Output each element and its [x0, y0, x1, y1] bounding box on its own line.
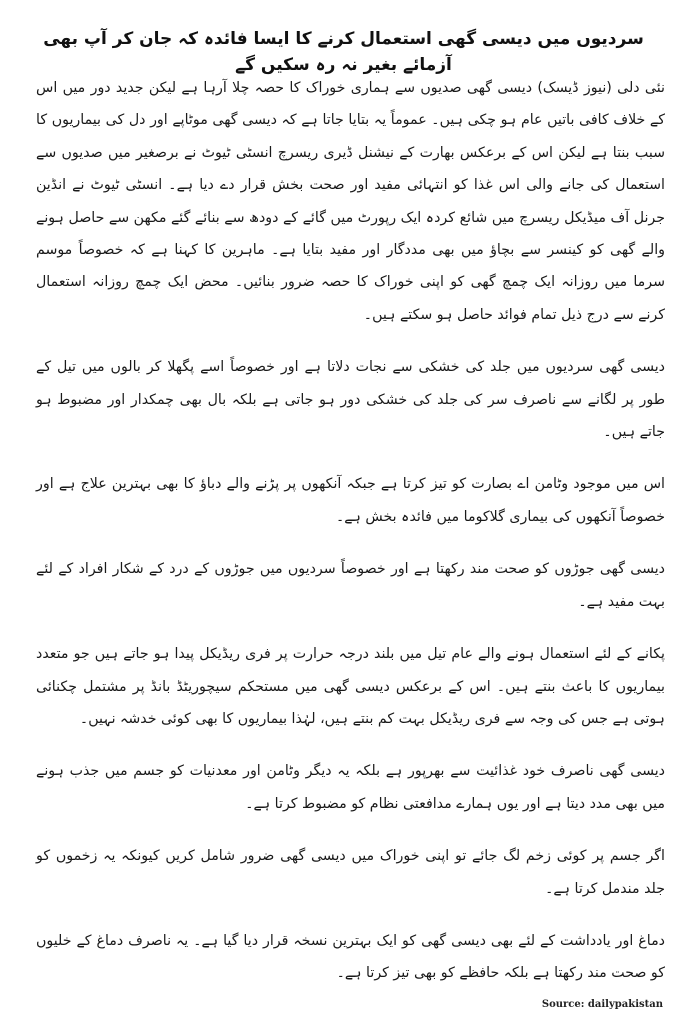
- paragraph-memory: دماغ اور یادداشت کے لئے بھی دیسی گھی کو ایک بہترین نسخہ قرار دیا گیا ہے۔ یہ ناصرف دماغ کے خلیوں کو صحت مند رکھتا ہے بلکہ حافظے کو بھی تیز کرتا ہے۔: [36, 932, 665, 982]
- paragraph-wounds: اگر جسم پر کوئی زخم لگ جائے تو اپنی خوراک میں دیسی گھی ضرور شامل کریں کیونکہ یہ زخموں کو جلد مندمل کرتا ہے۔: [36, 848, 665, 897]
- source-credit: Source: dailypakistan: [541, 999, 663, 1010]
- paragraph-intro: نئی دلی (نیوز ڈیسک) دیسی گھی صدیوں سے ہماری خوراک کا حصہ چلا آرہا ہے لیکن جدید دور میں اس کے خلاف کافی باتیں عام ہو چکی ہیں۔ عموماً یہ بتایا جاتا ہے کہ دیسی گھی موٹاپے اور دل کی بیماریوں کا سبب بنتا ہے لیکن اس کے برعکس بھارت کے نیشنل ڈیری ریسرچ انسٹی ٹیوٹ نے برصغیر میں صدیوں سے استعمال کی جانے والی اس غذا کو انتہائی مفید اور صحت بخش قرار دے دیا ہے۔ انسٹی ٹیوٹ نے انڈین جرنل آف میڈیکل ریسرچ میں شائع کردہ ایک رپورٹ میں گائے کے دودھ سے بنائے گئے مکھن سے حاصل ہونے والے گھی کو کینسر سے بچاؤ میں بھی مددگار اور مفید بتایا ہے۔ ماہرین کا کہنا ہے کہ خصوصاً موسم سرما میں روزانہ ایک چمچ گھی کو اپنی خوراک کا حصہ ضرور بنائیں۔ محض ایک چمچ روزانہ استعمال کرنے سے درج ذیل تمام فوائد حاصل ہو سکتے ہیں۔: [36, 80, 665, 323]
- article-headline: سردیوں میں دیسی گھی استعمال کرنے کا ایسا فائدہ کہ جان کر آپ بھی آزمائے بغیر نہ رہ سکیں گے: [43, 29, 644, 75]
- paragraph-skin-hair: دیسی گھی سردیوں میں جلد کی خشکی سے نجات دلاتا ہے اور خصوصاً اسے پگھلا کر بالوں میں تیل کے طور پر لگانے سے ناصرف سر کی جلد کی خشکی دور ہو جاتی ہے بلکہ بال بھی چمکدار اور مضبوط ہو جاتے ہیں۔: [36, 359, 665, 441]
- paragraph-joints: دیسی گھی جوڑوں کو صحت مند رکھتا ہے اور خصوصاً سردیوں میں جوڑوں کے درد کے شکار افراد کے لئے بہت مفید ہے۔: [36, 561, 665, 610]
- paragraph-immunity: دیسی گھی ناصرف خود غذائیت سے بھرپور ہے بلکہ یہ دیگر وٹامن اور معدنیات کو جسم میں جذب ہونے میں بھی مدد دیتا ہے اور یوں ہمارے مدافعتی نظام کو مضبوط کرتا ہے۔: [36, 763, 665, 812]
- article-body: [36, 72, 665, 1010]
- paragraph-eyesight: اس میں موجود وٹامن اے بصارت کو تیز کرتا ہے جبکہ آنکھوں پر پڑنے والے دباؤ کا بھی بہترین علاج ہے اور خصوصاً آنکھوں کی بیماری گلاکوما میں فائدہ بخش ہے۔: [36, 476, 665, 525]
- paragraph-cooking-oil: پکانے کے لئے استعمال ہونے والے عام تیل میں بلند درجہ حرارت پر فری ریڈیکل پیدا ہو جاتے ہیں جو متعدد بیماریوں کا باعث بنتے ہیں۔ اس کے برعکس دیسی گھی میں مستحکم سیچوریٹڈ بانڈ پر مشتمل چکنائی ہوتی ہے جس کی وجہ سے فری ریڈیکل بہت کم بنتے ہیں، لہٰذا بیماریوں کا بھی کوئی خدشہ نہیں۔: [36, 646, 665, 727]
